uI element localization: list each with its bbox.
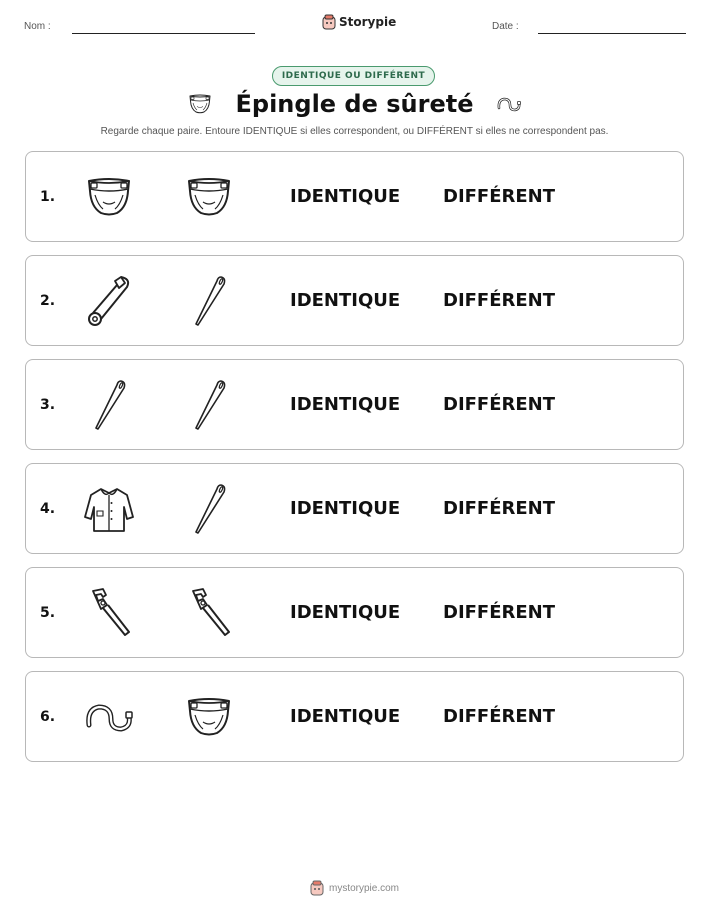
category-badge: IDENTIQUE OU DIFFÉRENT [272, 66, 435, 86]
option-identique[interactable]: IDENTIQUE [290, 290, 401, 311]
item-number: 2. [40, 293, 56, 309]
diaper-icon [181, 169, 237, 225]
date-field[interactable] [538, 33, 686, 34]
mascot-icon [310, 880, 324, 896]
exercise-row [25, 671, 684, 762]
item-number: 3. [40, 397, 56, 413]
name-field[interactable] [72, 33, 255, 34]
exercise-row [25, 255, 684, 346]
needle-icon [181, 481, 237, 537]
option-identique[interactable]: IDENTIQUE [290, 186, 401, 207]
exercise-row [25, 567, 684, 658]
cord-icon [81, 689, 137, 745]
option-identique[interactable]: IDENTIQUE [290, 706, 401, 727]
page-title: Épingle de sûreté [235, 90, 474, 118]
clamp-tool-icon [181, 585, 237, 641]
option-identique[interactable]: IDENTIQUE [290, 498, 401, 519]
option-different[interactable]: DIFFÉRENT [443, 186, 556, 207]
option-different[interactable]: DIFFÉRENT [443, 706, 556, 727]
footer [0, 880, 709, 896]
exercise-row [25, 359, 684, 450]
date-label: Date : [492, 21, 519, 32]
title-row [0, 90, 709, 118]
diaper-icon [181, 689, 237, 745]
option-identique[interactable]: IDENTIQUE [290, 602, 401, 623]
name-label: Nom : [24, 21, 51, 32]
option-different[interactable]: DIFFÉRENT [443, 394, 556, 415]
brand-name: Storypie [339, 15, 397, 29]
option-different[interactable]: DIFFÉRENT [443, 602, 556, 623]
option-different[interactable]: DIFFÉRENT [443, 498, 556, 519]
item-number: 4. [40, 501, 56, 517]
footer-url: mystorypie.com [328, 882, 399, 894]
option-identique[interactable]: IDENTIQUE [290, 394, 401, 415]
needle-icon [81, 377, 137, 433]
item-number: 6. [40, 709, 56, 725]
mascot-icon [322, 14, 336, 30]
item-number: 1. [40, 189, 56, 205]
exercise-row [25, 151, 684, 242]
exercise-row [25, 463, 684, 554]
diaper-icon [81, 169, 137, 225]
option-different[interactable]: DIFFÉRENT [443, 290, 556, 311]
shirt-icon [81, 481, 137, 537]
item-number: 5. [40, 605, 56, 621]
brand-logo [322, 14, 396, 30]
needle-icon [181, 377, 237, 433]
needle-icon [181, 273, 237, 329]
cord-icon [495, 90, 523, 118]
diaper-icon [186, 90, 214, 118]
instructions: Regarde chaque paire. Entoure IDENTIQUE si elles correspondent, ou DIFFÉRENT si elles ne correspondent pas. [100, 126, 609, 137]
safety-pin-icon [81, 273, 137, 329]
clamp-tool-icon [81, 585, 137, 641]
